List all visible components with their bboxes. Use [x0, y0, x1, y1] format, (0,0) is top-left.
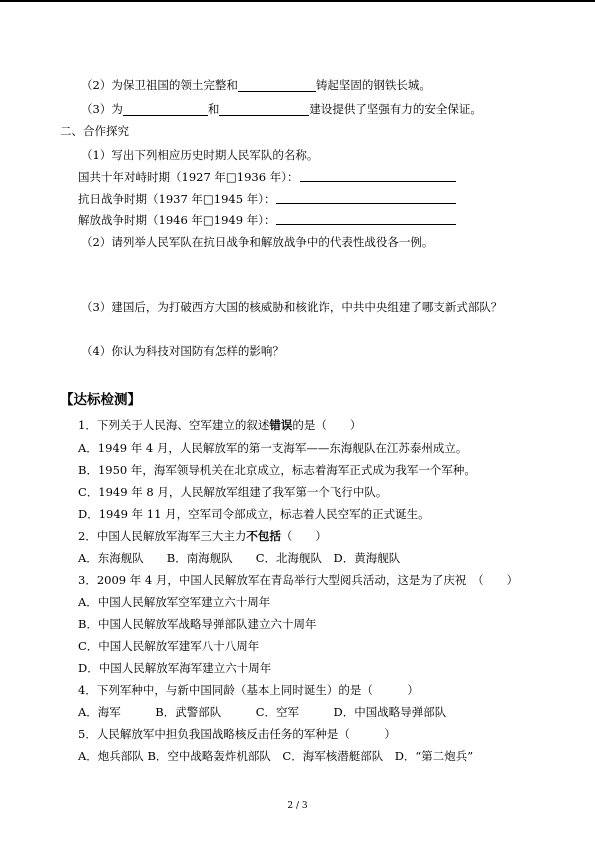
- item-3-line: [81, 102, 482, 116]
- quiz-q2-options: A．东海舰队 B．南海舰队 C．北海舰队 D．黄海舰队: [78, 551, 401, 565]
- item-3-blank-1: [123, 103, 208, 116]
- quiz-q3-option-c: C．中国人民解放军建军八十八周年: [78, 639, 260, 653]
- period-1-answer-line: [300, 181, 456, 182]
- quiz-q1-option-c: C．1949 年 8 月，人民解放军组建了我军第一个飞行中队。: [78, 485, 388, 499]
- period-2-label: 抗日战争时期（1937 年□1945 年）：: [78, 192, 276, 206]
- item-3-suffix: 建设提供了坚强有力的安全保证。: [309, 102, 482, 116]
- quiz-q4-options: A．海军 B．武警部队 C．空军 D．中国战略导弹部队: [78, 705, 447, 719]
- quiz-q5-options: A．炮兵部队 B．空中战略轰炸机部队 C．海军核潜艇部队 D．“第二炮兵”: [78, 749, 474, 763]
- top-border: [0, 0, 595, 2]
- question-4: （4）你认为科技对国防有怎样的影响？: [81, 344, 284, 358]
- quiz-q4: 4．下列军种中，与新中国同龄（基本上同时诞生）的是（ ）: [78, 683, 419, 697]
- item-2-suffix: 铸起坚固的钢铁长城。: [315, 78, 431, 92]
- period-1-label: 国共十年对峙时期（1927 年□1936 年）：: [78, 170, 299, 184]
- question-3: （3）建国后，为打破西方大国的核威胁和核讹诈，中共中央组建了哪支新式部队？: [81, 300, 503, 314]
- item-3-mid: 和: [207, 102, 220, 116]
- period-2-answer-line: [276, 203, 456, 204]
- quiz-q3-option-d: D．中国人民解放军海军建立六十周年: [78, 661, 272, 675]
- item-2-prefix: （2）为保卫祖国的领土完整和: [81, 78, 238, 92]
- quiz-q1-option-a: A．1949 年 4 月，人民解放军的第一支海军——东海舰队在江苏泰州成立。: [78, 441, 468, 455]
- period-2-line: [78, 192, 275, 206]
- quiz-q1-text-b: 的是（ ）: [292, 418, 362, 432]
- quiz-heading: 【达标检测】: [60, 392, 141, 408]
- quiz-q1: [78, 418, 361, 432]
- item-2-line: [81, 78, 431, 92]
- quiz-q2: [78, 529, 327, 543]
- question-1: （1）写出下列相应历史时期人民军队的名称。: [81, 148, 319, 162]
- period-3-line: [78, 213, 275, 227]
- period-3-answer-line: [276, 224, 456, 225]
- item-2-blank: [238, 79, 316, 92]
- section-two-title: 二、合作探究: [60, 124, 129, 138]
- quiz-q1-text-a: 1．下列关于人民海、空军建立的叙述: [78, 418, 270, 432]
- item-3-prefix: （3）为: [81, 102, 123, 116]
- quiz-q1-emphasis: 错误: [269, 418, 293, 432]
- quiz-q3: 3．2009 年 4 月，中国人民解放军在青岛举行大型阅兵活动，这是为了庆祝 （ ）: [78, 573, 519, 587]
- quiz-q2-text-b: （ ）: [280, 529, 327, 543]
- quiz-q5: 5．人民解放军中担负我国战略核反击任务的军种是（ ）: [78, 727, 396, 741]
- quiz-q2-emphasis: 不包括: [246, 529, 281, 543]
- question-2: （2）请列举人民军队在抗日战争和解放战争中的代表性战役各一例。: [81, 235, 434, 249]
- quiz-q3-option-b: B．中国人民解放军战略导弹部队建立六十周年: [78, 617, 317, 631]
- quiz-q3-option-a: A．中国人民解放军空军建立六十周年: [78, 595, 271, 609]
- item-3-blank-2: [219, 103, 309, 116]
- page-number: 2 / 3: [287, 801, 308, 811]
- quiz-q2-text-a: 2．中国人民解放军海军三大主力: [78, 529, 247, 543]
- period-3-label: 解放战争时期（1946 年□1949 年）：: [78, 213, 276, 227]
- quiz-q1-option-d: D．1949 年 11 月，空军司令部成立，标志着人民空军的正式诞生。: [78, 507, 430, 521]
- quiz-q1-option-b: B．1950 年，海军领导机关在北京成立，标志着海军正式成为我军一个军种。: [78, 463, 476, 477]
- period-1-line: [78, 170, 298, 184]
